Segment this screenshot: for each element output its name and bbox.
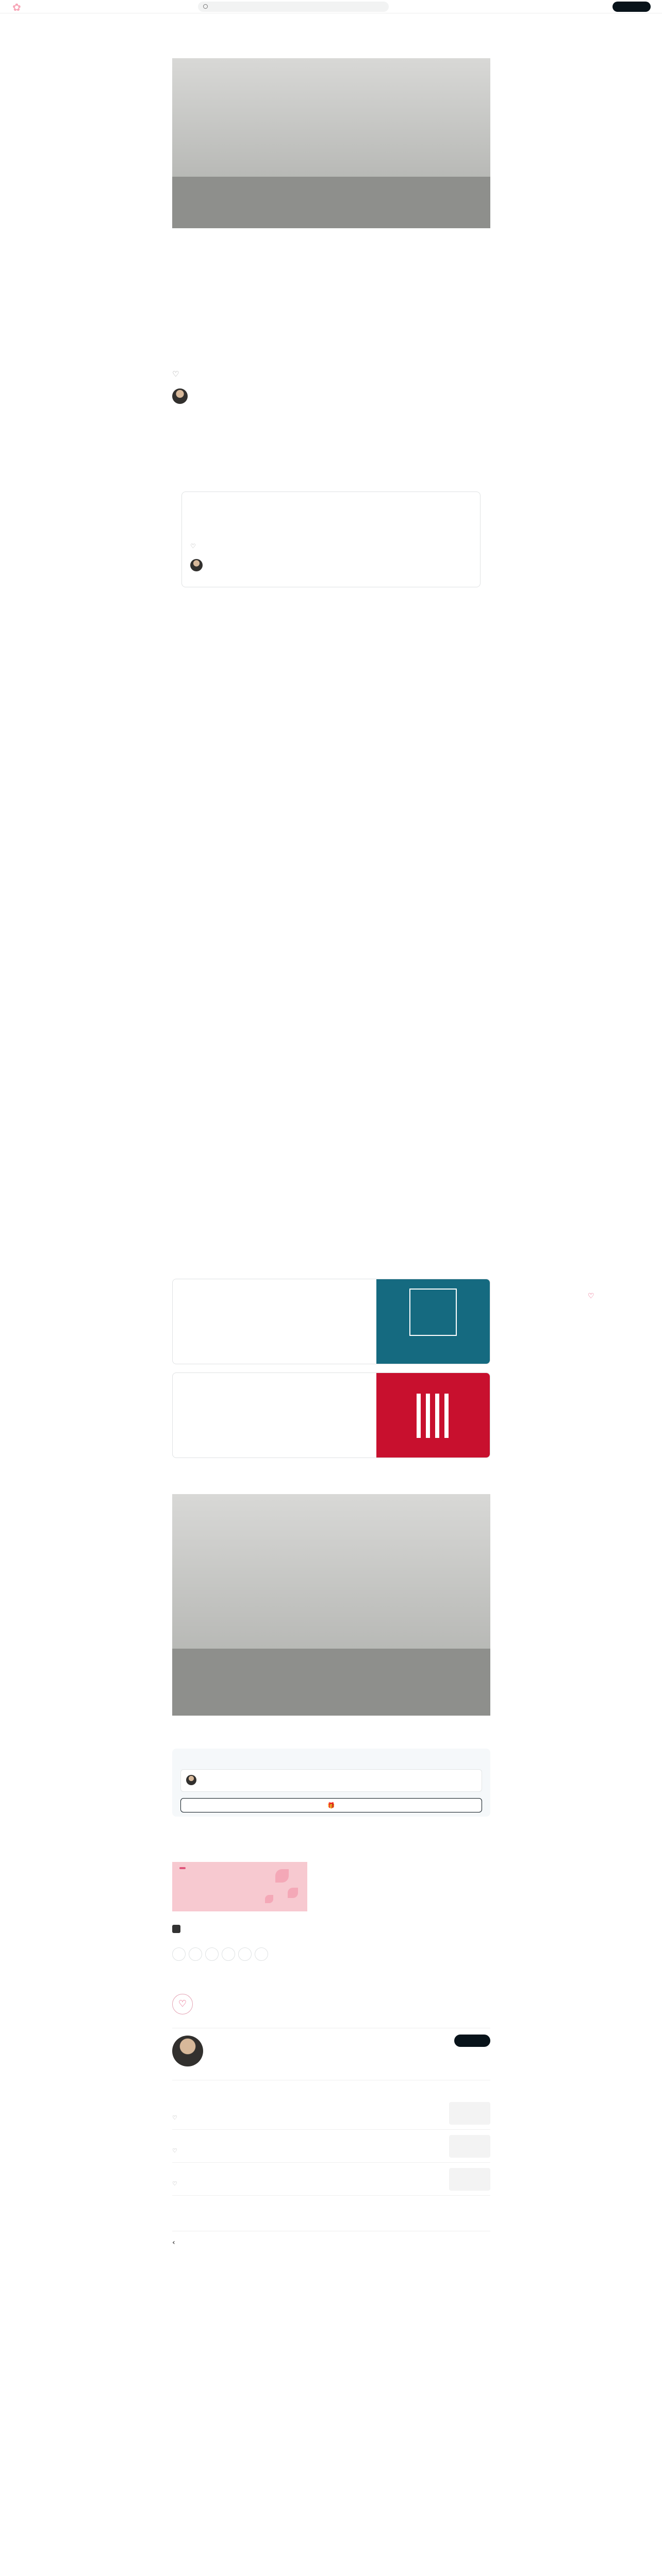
next-article[interactable] (172, 2231, 490, 2247)
avatar[interactable] (172, 388, 188, 404)
embedded-note-card[interactable] (181, 492, 481, 587)
signup-button[interactable] (613, 2, 651, 12)
note-logo[interactable] (12, 1, 22, 13)
challenge-banner[interactable] (172, 1862, 307, 1911)
hashtag[interactable] (172, 1947, 186, 1961)
heart-icon[interactable]: ♡ (172, 369, 179, 379)
hashtag[interactable] (222, 1947, 235, 1961)
hashtag[interactable] (205, 1947, 219, 1961)
jbpress-logo-icon (409, 1289, 457, 1336)
magazine-row[interactable] (172, 1924, 490, 1934)
hashtag[interactable] (255, 1947, 268, 1961)
heart-icon: ♡ (172, 2180, 177, 2187)
heart-icon[interactable]: ♡ (588, 1292, 594, 1300)
thumbnail (449, 2168, 490, 2191)
thumbnail (449, 2102, 490, 2125)
chevron-left-icon: ‹ (172, 2239, 175, 2247)
list-item[interactable] (172, 2130, 490, 2163)
author-profile (172, 2028, 490, 2080)
thumbnail (449, 2135, 490, 2158)
search-icon (203, 4, 208, 9)
flower-icon: ✿ (12, 1, 22, 13)
heart-icon: ♡ (190, 543, 196, 550)
avatar (186, 1775, 196, 1785)
hashtag[interactable] (189, 1947, 202, 1961)
article-likes[interactable] (172, 369, 183, 379)
jbpress-thumbnail (376, 1279, 490, 1364)
link-card-gendai[interactable] (172, 1372, 490, 1458)
numbered-list (181, 1200, 481, 1205)
embed-likes (190, 543, 200, 550)
hero-image (172, 58, 490, 228)
magazine-icon (172, 1925, 180, 1933)
embed-avatar (190, 559, 203, 571)
popular-list (172, 2097, 490, 2196)
follow-button[interactable] (454, 2035, 490, 2047)
support-box (172, 1749, 490, 1817)
gendai-thumbnail (376, 1373, 490, 1458)
floating-like-button[interactable] (588, 1292, 599, 1300)
next-title[interactable] (172, 2239, 490, 2247)
banner-tag (179, 1867, 186, 1869)
article-image (172, 1494, 490, 1716)
search-input[interactable] (198, 2, 389, 12)
like-button[interactable]: ♡ (172, 1994, 193, 2014)
site-header (0, 0, 662, 13)
link-card-jbpress[interactable] (172, 1279, 490, 1364)
heart-icon: ♡ (172, 2147, 177, 2154)
like-bar (172, 1994, 490, 2014)
gendai-logo-icon (417, 1394, 450, 1438)
hashtag[interactable] (238, 1947, 252, 1961)
list-item[interactable] (172, 2163, 490, 2196)
hashtag-list (172, 1947, 490, 1966)
avatar[interactable] (172, 2036, 203, 2066)
tip-button[interactable]: 🎁 (180, 1798, 482, 1812)
heart-icon: ♡ (172, 2114, 177, 2121)
support-message (180, 1769, 482, 1792)
list-item[interactable] (172, 2097, 490, 2130)
